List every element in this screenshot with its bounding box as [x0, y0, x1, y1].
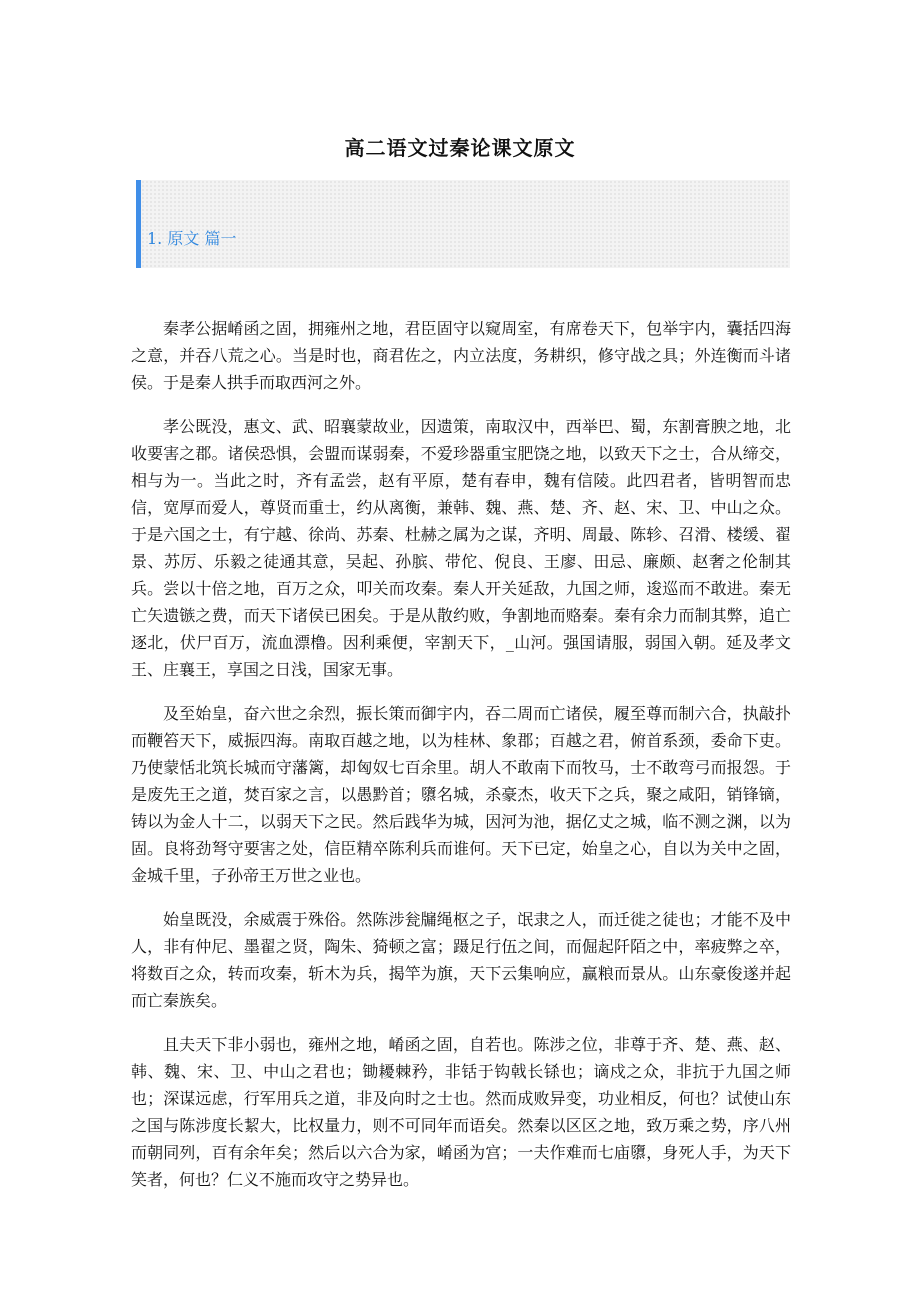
paragraph-1: 秦孝公据崤函之固，拥雍州之地，君臣固守以窥周室，有席卷天下，包举宇内，囊括四海之意，并吞八荒之心。当是时也，商君佐之，内立法度，务耕织，修守战之具；外连衡而斗诸侯。于是秦人拱手而取西河之外。 [131, 319, 791, 392]
section-header-box [136, 180, 790, 268]
paragraph-3: 及至始皇，奋六世之余烈，振长策而御宇内，吞二周而亡诸侯，履至尊而制六合，执敲扑而鞭笞天下，威振四海。南取百越之地，以为桂林、象郡；百越之君，俯首系颈，委命下吏。乃使蒙恬北筑长城而守藩篱，却匈奴七百余里。胡人不敢南下而牧马，士不敢弯弓而报怨。于是废先王之道，焚百家之言，以愚黔首；隳名城，杀豪杰，收天下之兵，聚之咸阳，销锋镝，铸以为金人十二，以弱天下之民。然后践华为城，因河为池，据亿丈之城，临不测之渊，以为固。良将劲弩守要害之处，信臣精卒陈利兵而谁何。天下已定，始皇之心，自以为关中之固，金城千里，子孙帝王万世之业也。 [131, 704, 791, 885]
paragraph-2: 孝公既没，惠文、武、昭襄蒙故业，因遗策，南取汉中，西举巴、蜀，东割膏腴之地，北收要害之郡。诸侯恐惧，会盟而谋弱秦，不爱珍器重宝肥饶之地，以致天下之士，合从缔交，相与为一。当此之时，齐有孟尝，赵有平原，楚有春申，魏有信陵。此四君者，皆明智而忠信，宽厚而爱人，尊贤而重士，约从离衡，兼韩、魏、燕、楚、齐、赵、宋、卫、中山之众。于是六国之士，有宁越、徐尚、苏秦、杜赫之属为之谋，齐明、周最、陈轸、召滑、楼缓、翟景、苏厉、乐毅之徒通其意，吴起、孙膑、带佗、倪良、王廖、田忌、廉颇、赵奢之伦制其兵。尝以十倍之地，百万之众，叩关而攻秦。秦人开关延敌，九国之师，逡巡而不敢进。秦无亡矢遗镞之费，而天下诸侯已困矣。于是从散约败，争割地而赂秦。秦有余力而制其弊，追亡逐北，伏尸百万，流血漂橹。因利乘便，宰割天下，_山河。强国请服，弱国入朝。延及孝文王、庄襄王，享国之日浅，国家无事。 [131, 417, 791, 679]
paragraph-4: 始皇既没，余威震于殊俗。然陈涉瓮牖绳枢之子，氓隶之人，而迁徙之徒也；才能不及中人，非有仲尼、墨翟之贤，陶朱、猗顿之富；蹑足行伍之间，而倔起阡陌之中，率疲弊之卒，将数百之众，转而攻秦，斩木为兵，揭竿为旗，天下云集响应，赢粮而景从。山东豪俊遂并起而亡秦族矣。 [131, 910, 791, 1010]
page-title: 高二语文过秦论课文原文 [344, 136, 576, 160]
paragraph-5: 且夫天下非小弱也，雍州之地，崤函之固，自若也。陈涉之位，非尊于齐、楚、燕、赵、韩、魏、宋、卫、中山之君也；锄耰棘矜，非铦于钩戟长铩也；谪戍之众，非抗于九国之师也；深谋远虑，行军用兵之道，非及向时之士也。然而成败异变，功业相反，何也？试使山东之国与陈涉度长絜大，比权量力，则不可同年而语矣。然秦以区区之地，致万乘之势，序八州而朝同列，百有余年矣；然后以六合为家，崤函为宫；一夫作难而七庙隳，身死人手，为天下笑者，何也？仁义不施而攻守之势异也。 [131, 1035, 791, 1189]
section-heading: 1. 原文 篇一 [147, 229, 237, 248]
article-body [131, 315, 791, 1210]
